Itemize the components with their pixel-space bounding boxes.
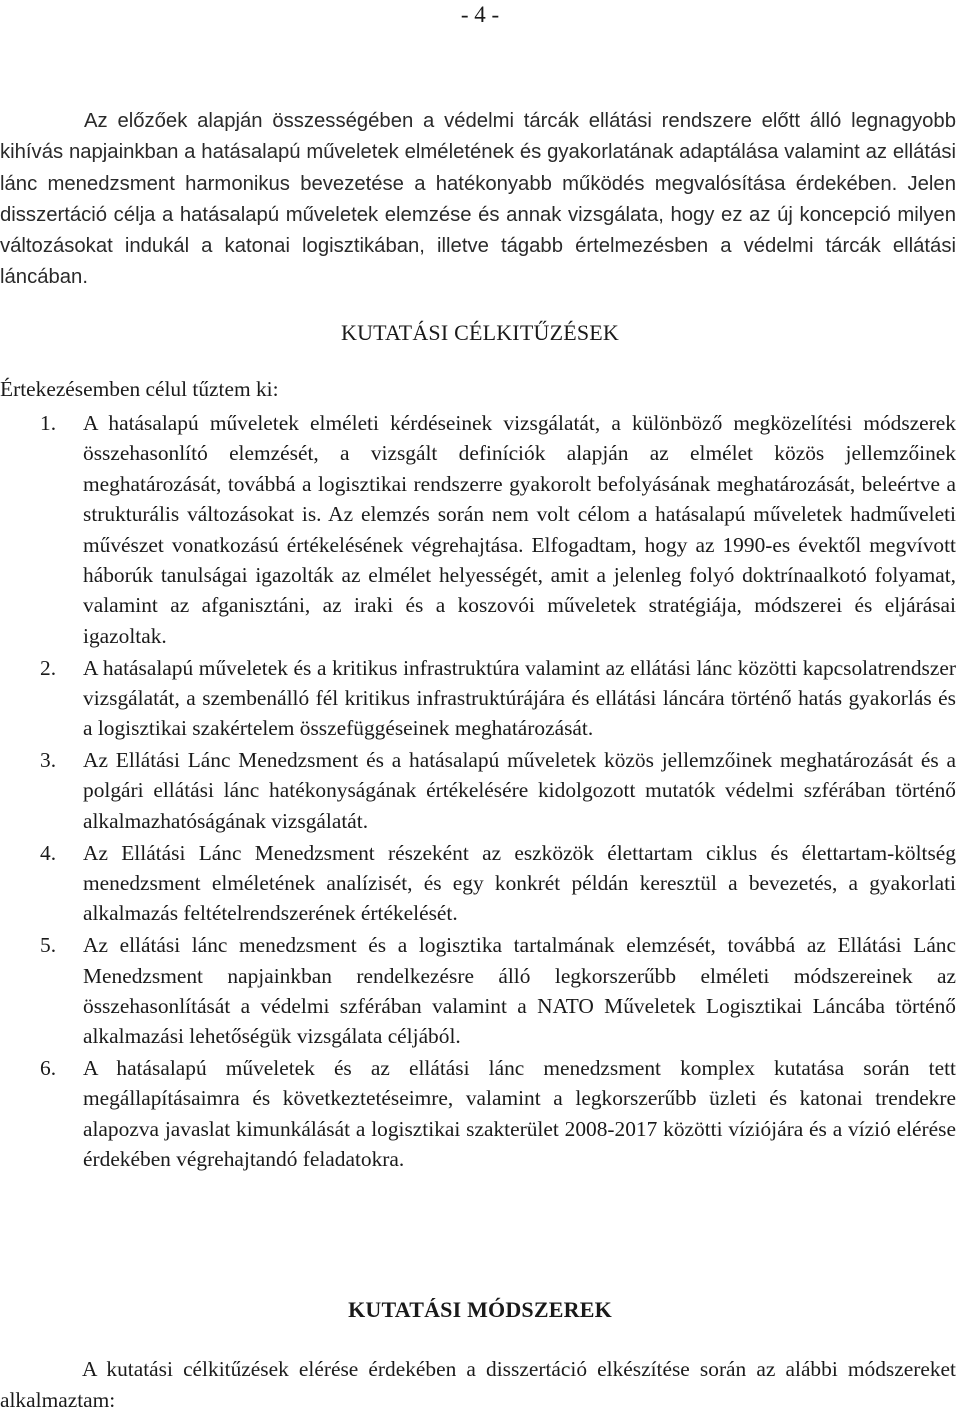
goal-number: 6. (40, 1056, 57, 1081)
intro-paragraph: Az előzőek alapján összességében a védelmi tárcák ellátási rendszere előtt álló legnagyobb kihívás napjainkban a hatásalapú műveletek elméletének és gyakorlatának adaptálása valamint az ellátási lánc menedzsment harmonikus bevezetése a hatékonyabb működés megvalósítása érdekében. Jelen disszertáció célja a hatásalapú műveletek elemzése és annak vizsgálata, hogy ez az új koncepció milyen változásokat indukál a katonai logisztikában, illetve tágabb értelmezésben a védelmi tárcák ellátási láncában. (0, 110, 956, 289)
goal-number: 3. (40, 748, 57, 773)
goal-text: A hatásalapú műveletek és az ellátási lánc menedzsment komplex kutatása során tett megállapításaimra és következtetéseimre, valamint a legkorszerűbb üzleti és katonai trendekre alapozva javaslat kimunkálását a logisztikai szakterület 2008-2017 közötti víziójára és a vízió elérése érdekében végrehajtandó feladatokra. (83, 1056, 956, 1172)
goal-text: A hatásalapú műveletek elméleti kérdéseinek vizsgálatát, a különböző megközelítési módszerek összehasonlító elemzését, a vizsgált definíciók alapján az elmélet közös jellemzőinek meghatározását, továbbá a logisztikai rendszerre gyakorolt befolyásának meghatározását, beleértve a strukturális változásokat is. Az elemzés során nem volt célom a hatásalapú műveletek hadműveleti művészet vonatkozású értékelésének végrehajtása. Elfogadtam, hogy az 1990-es évektől megvívott háborúk tanulságai igazolták az elmélet helyességét, amit a jelenleg folyó doktrínaalkotó folyamat, valamint az afganisztáni, az iraki és a koszovói műveletek stratégiája, módszerei és eljárásai igazoltak. (83, 411, 956, 648)
research-methods-paragraph: A kutatási célkitűzések elérése érdekében a disszertáció elkészítése során az alábbi módszereket alkalmaztam: (0, 1357, 956, 1412)
page-number: - 4 - (460, 2, 500, 27)
research-goals-list (0, 408, 956, 1175)
goal-number: 5. (40, 933, 57, 958)
goal-text: A hatásalapú műveletek és a kritikus infrastruktúra valamint az ellátási lánc közötti kapcsolatrendszer vizsgálatát, a szembenálló fél kritikus infrastruktúrájára és ellátási láncára történő hatás gyakorlás és a logisztikai szakértelem összefüggéseinek meghatározását. (83, 655, 956, 741)
goal-number: 4. (40, 840, 57, 865)
goal-item-5 (0, 930, 956, 1052)
goal-text: Az Ellátási Lánc Menedzsment és a hatásalapú műveletek közös jellemzőinek meghatározását és a polgári ellátási lánc hatékonyságának értékelésére kidolgozott mutatók védelmi szférában történő alkalmazhatóságának vizsgálatát. (83, 748, 956, 833)
goal-text: Az Ellátási Lánc Menedzsment részeként az eszközök élettartam ciklus és élettartam-költség menedzsment elméletének analízisét, és egy konkrét példán keresztül a bevezetés, a gyakorlati alkalmazás feltételrendszerének értékelését. (83, 840, 956, 926)
research-goals-heading: KUTATÁSI CÉLKITŰZÉSEK (340, 320, 620, 345)
research-goals-lead-in: Értekezésemben célul tűztem ki: (0, 377, 279, 401)
goal-number: 2. (40, 655, 57, 680)
goal-item-6 (0, 1053, 956, 1175)
goal-item-4 (0, 838, 956, 929)
goal-number: 1. (40, 411, 57, 435)
research-methods-heading: KUTATÁSI MÓDSZEREK (348, 1297, 612, 1322)
goal-item-3 (0, 745, 956, 836)
goal-text: Az ellátási lánc menedzsment és a logisztika tartalmának elemzését, továbbá az Ellátási Lánc Menedzsment napjainkban rendelkezésre álló legkorszerűbb elméleti módszereinek az összehasonlítását a védelmi szférában valamint a NATO Műveletek Logisztikai Láncába történő alkalmazási lehetőségük vizsgálata céljából. (83, 933, 956, 1049)
goal-item-1 (0, 408, 956, 651)
goal-item-2 (0, 653, 956, 744)
